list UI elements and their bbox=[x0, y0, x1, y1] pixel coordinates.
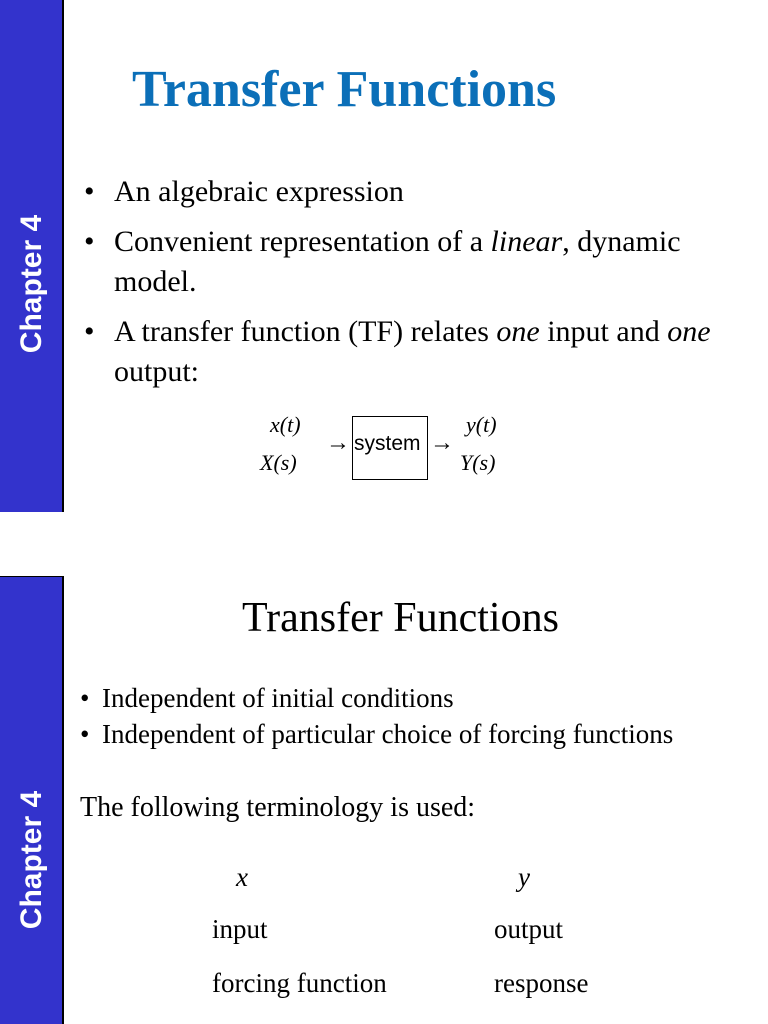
chapter-label: Chapter 4 bbox=[15, 214, 48, 354]
bullet-text: output: bbox=[114, 355, 200, 388]
bullet-item: • Independent of initial conditions bbox=[80, 680, 760, 716]
y-header: y bbox=[518, 862, 530, 892]
bullet-text: , dynamic model. bbox=[114, 225, 681, 298]
bullet-list bbox=[84, 172, 724, 402]
bullet-text: A transfer function (TF) relates bbox=[114, 315, 497, 348]
input-arrow: → bbox=[326, 430, 350, 456]
system-label: system bbox=[354, 432, 421, 455]
sidebar-divider bbox=[0, 576, 64, 577]
input-laplace-label: X(s) bbox=[260, 450, 297, 475]
bullet-item: • Independent of particular choice of forcing functions bbox=[80, 716, 760, 752]
chapter-label: Chapter 4 bbox=[15, 790, 48, 930]
bullet-item bbox=[84, 172, 724, 212]
bullet-item bbox=[84, 312, 724, 392]
bullet-item bbox=[84, 222, 724, 302]
system-block-diagram bbox=[258, 410, 518, 486]
bullet-emphasis: linear bbox=[490, 225, 563, 258]
term-input: input bbox=[212, 914, 268, 944]
bullet-text: Convenient representation of a bbox=[114, 225, 491, 258]
input-time-label: x(t) bbox=[270, 412, 301, 437]
chapter-sidebar bbox=[0, 576, 64, 1024]
slide-title: Transfer Functions bbox=[242, 595, 559, 641]
output-arrow: → bbox=[430, 430, 454, 456]
terminology-intro: The following terminology is used: bbox=[80, 792, 476, 823]
term-forcing-function: forcing function bbox=[212, 968, 387, 998]
chapter-sidebar bbox=[0, 0, 64, 512]
term-response: response bbox=[494, 968, 589, 998]
x-header: x bbox=[236, 862, 248, 892]
output-time-label: y(t) bbox=[466, 412, 497, 437]
output-laplace-label: Y(s) bbox=[460, 450, 496, 475]
slide-title: Transfer Functions bbox=[132, 61, 557, 118]
slide-2 bbox=[0, 576, 768, 1024]
bullet-emphasis: one bbox=[667, 315, 711, 348]
bullet-text: An algebraic expression bbox=[114, 175, 404, 208]
bullet-emphasis: one bbox=[496, 315, 540, 348]
bullet-list bbox=[80, 680, 760, 752]
term-output: output bbox=[494, 914, 564, 944]
bullet-text: input and bbox=[539, 315, 668, 348]
